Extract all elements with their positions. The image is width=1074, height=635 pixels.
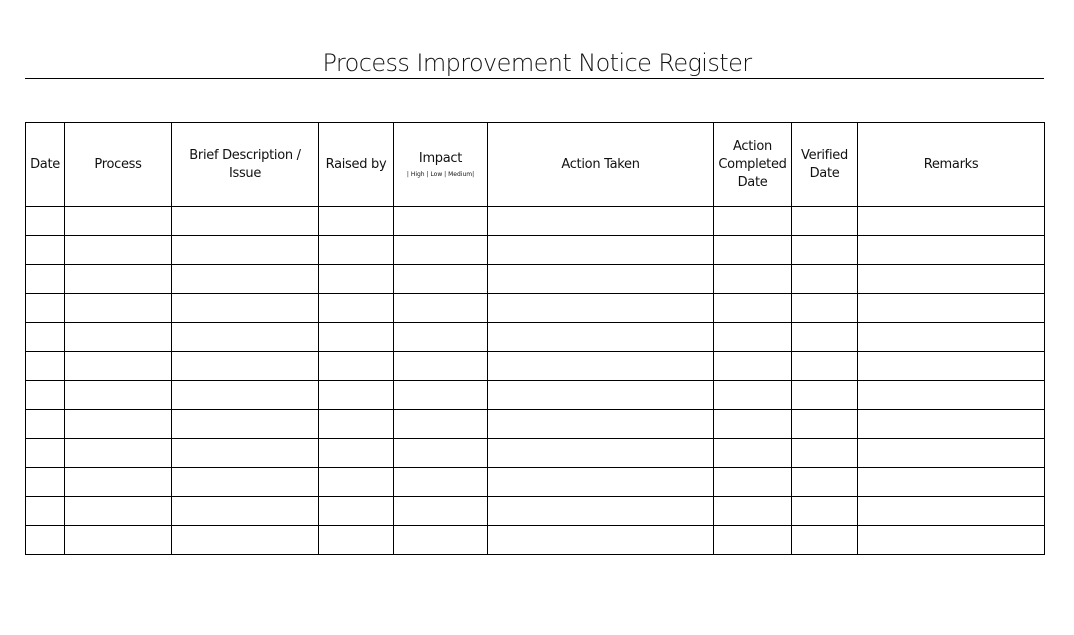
impact-scale-hint: | High | Low | Medium| [406, 171, 475, 178]
table-row [26, 265, 1045, 294]
column-header-verified-date: Verified Date [792, 123, 858, 207]
table-cell-verified-date[interactable] [792, 468, 858, 497]
table-cell-brief-description[interactable] [172, 468, 319, 497]
table-row [26, 526, 1045, 555]
table-cell-date[interactable] [26, 410, 65, 439]
table-cell-action-completed-date[interactable] [714, 381, 792, 410]
table-cell-action-taken[interactable] [488, 468, 714, 497]
table-cell-impact[interactable] [394, 439, 488, 468]
table-cell-brief-description[interactable] [172, 294, 319, 323]
table-cell-process[interactable] [65, 265, 172, 294]
table-cell-verified-date[interactable] [792, 410, 858, 439]
table-row [26, 497, 1045, 526]
table-cell-action-taken[interactable] [488, 207, 714, 236]
table-cell-remarks[interactable] [858, 352, 1045, 381]
table-cell-action-completed-date[interactable] [714, 294, 792, 323]
column-header-brief-description: Brief Description / Issue [172, 123, 319, 207]
table-cell-date[interactable] [26, 265, 65, 294]
table-cell-impact[interactable] [394, 468, 488, 497]
table-cell-date[interactable] [26, 323, 65, 352]
table-cell-brief-description[interactable] [172, 265, 319, 294]
table-cell-action-taken[interactable] [488, 526, 714, 555]
table-cell-brief-description[interactable] [172, 381, 319, 410]
table-row [26, 323, 1045, 352]
table-cell-action-taken[interactable] [488, 381, 714, 410]
table-cell-brief-description[interactable] [172, 526, 319, 555]
table-cell-process[interactable] [65, 207, 172, 236]
table-row [26, 381, 1045, 410]
table-cell-impact[interactable] [394, 294, 488, 323]
table-cell-impact[interactable] [394, 207, 488, 236]
column-header-action-taken: Action Taken [488, 123, 714, 207]
table-cell-raised-by[interactable] [319, 352, 394, 381]
table-cell-verified-date[interactable] [792, 526, 858, 555]
table-cell-date[interactable] [26, 294, 65, 323]
table-cell-action-taken[interactable] [488, 294, 714, 323]
table-cell-remarks[interactable] [858, 323, 1045, 352]
table-cell-action-taken[interactable] [488, 236, 714, 265]
table-cell-raised-by[interactable] [319, 497, 394, 526]
table-cell-impact[interactable] [394, 352, 488, 381]
table-cell-action-taken[interactable] [488, 323, 714, 352]
table-cell-process[interactable] [65, 352, 172, 381]
table-cell-action-completed-date[interactable] [714, 265, 792, 294]
table-row [26, 352, 1045, 381]
table-cell-impact[interactable] [394, 265, 488, 294]
table-cell-action-taken[interactable] [488, 265, 714, 294]
table-cell-remarks[interactable] [858, 439, 1045, 468]
table-cell-action-taken[interactable] [488, 410, 714, 439]
table-cell-date[interactable] [26, 439, 65, 468]
table-cell-remarks[interactable] [858, 236, 1045, 265]
table-cell-verified-date[interactable] [792, 323, 858, 352]
table-cell-impact[interactable] [394, 526, 488, 555]
table-cell-process[interactable] [65, 497, 172, 526]
table-cell-verified-date[interactable] [792, 265, 858, 294]
table-cell-date[interactable] [26, 468, 65, 497]
table-cell-action-taken[interactable] [488, 439, 714, 468]
table-cell-raised-by[interactable] [319, 468, 394, 497]
table-cell-impact[interactable] [394, 497, 488, 526]
title-divider [25, 78, 1044, 79]
table-cell-verified-date[interactable] [792, 439, 858, 468]
table-cell-process[interactable] [65, 468, 172, 497]
table-cell-action-completed-date[interactable] [714, 323, 792, 352]
table-cell-process[interactable] [65, 381, 172, 410]
table-cell-impact[interactable] [394, 381, 488, 410]
column-header-action-completed-date: Action Completed Date [714, 123, 792, 207]
table-cell-brief-description[interactable] [172, 352, 319, 381]
table-cell-process[interactable] [65, 526, 172, 555]
table-row [26, 294, 1045, 323]
table-cell-remarks[interactable] [858, 265, 1045, 294]
table-cell-date[interactable] [26, 526, 65, 555]
table-cell-action-completed-date[interactable] [714, 236, 792, 265]
table-cell-remarks[interactable] [858, 468, 1045, 497]
table-cell-date[interactable] [26, 236, 65, 265]
table-cell-raised-by[interactable] [319, 381, 394, 410]
table-cell-verified-date[interactable] [792, 497, 858, 526]
table-cell-action-taken[interactable] [488, 497, 714, 526]
table-cell-action-completed-date[interactable] [714, 497, 792, 526]
table-cell-date[interactable] [26, 497, 65, 526]
table-cell-brief-description[interactable] [172, 207, 319, 236]
table-cell-action-completed-date[interactable] [714, 207, 792, 236]
column-header-raised-by: Raised by [319, 123, 394, 207]
table-row [26, 439, 1045, 468]
table-cell-remarks[interactable] [858, 207, 1045, 236]
table-cell-action-completed-date[interactable] [714, 410, 792, 439]
table-cell-remarks[interactable] [858, 410, 1045, 439]
header-row [26, 123, 1045, 207]
register-table [25, 122, 1045, 555]
table-cell-raised-by[interactable] [319, 410, 394, 439]
table-cell-raised-by[interactable] [319, 207, 394, 236]
table-cell-process[interactable] [65, 236, 172, 265]
table-cell-action-completed-date[interactable] [714, 439, 792, 468]
table-cell-process[interactable] [65, 323, 172, 352]
table-cell-remarks[interactable] [858, 526, 1045, 555]
table-cell-raised-by[interactable] [319, 236, 394, 265]
table-cell-brief-description[interactable] [172, 439, 319, 468]
table-cell-raised-by[interactable] [319, 294, 394, 323]
table-cell-process[interactable] [65, 410, 172, 439]
table-cell-brief-description[interactable] [172, 497, 319, 526]
table-cell-raised-by[interactable] [319, 526, 394, 555]
table-cell-impact[interactable] [394, 236, 488, 265]
table-cell-verified-date[interactable] [792, 207, 858, 236]
table-cell-impact[interactable] [394, 410, 488, 439]
table-cell-action-completed-date[interactable] [714, 526, 792, 555]
table-cell-remarks[interactable] [858, 381, 1045, 410]
column-header-impact: Impact | High | Low | Medium| [394, 123, 488, 207]
table-cell-verified-date[interactable] [792, 381, 858, 410]
table-cell-date[interactable] [26, 207, 65, 236]
table-cell-remarks[interactable] [858, 497, 1045, 526]
table-cell-verified-date[interactable] [792, 352, 858, 381]
table-cell-brief-description[interactable] [172, 323, 319, 352]
table-cell-remarks[interactable] [858, 294, 1045, 323]
table-cell-impact[interactable] [394, 323, 488, 352]
table-cell-process[interactable] [65, 294, 172, 323]
table-cell-date[interactable] [26, 352, 65, 381]
table-cell-action-completed-date[interactable] [714, 352, 792, 381]
page-title: Process Improvement Notice Register [322, 49, 752, 77]
table-cell-date[interactable] [26, 381, 65, 410]
table-cell-process[interactable] [65, 439, 172, 468]
table-cell-raised-by[interactable] [319, 265, 394, 294]
column-header-process: Process [65, 123, 172, 207]
table-cell-verified-date[interactable] [792, 294, 858, 323]
table-row [26, 236, 1045, 265]
table-cell-brief-description[interactable] [172, 410, 319, 439]
table-cell-action-completed-date[interactable] [714, 468, 792, 497]
table-cell-action-taken[interactable] [488, 352, 714, 381]
table-row [26, 410, 1045, 439]
table-row [26, 468, 1045, 497]
column-header-remarks: Remarks [858, 123, 1045, 207]
column-header-date: Date [26, 123, 65, 207]
register-body [26, 207, 1045, 555]
table-row [26, 207, 1045, 236]
table-cell-brief-description[interactable] [172, 236, 319, 265]
table-cell-verified-date[interactable] [792, 236, 858, 265]
table-cell-raised-by[interactable] [319, 323, 394, 352]
table-cell-raised-by[interactable] [319, 439, 394, 468]
